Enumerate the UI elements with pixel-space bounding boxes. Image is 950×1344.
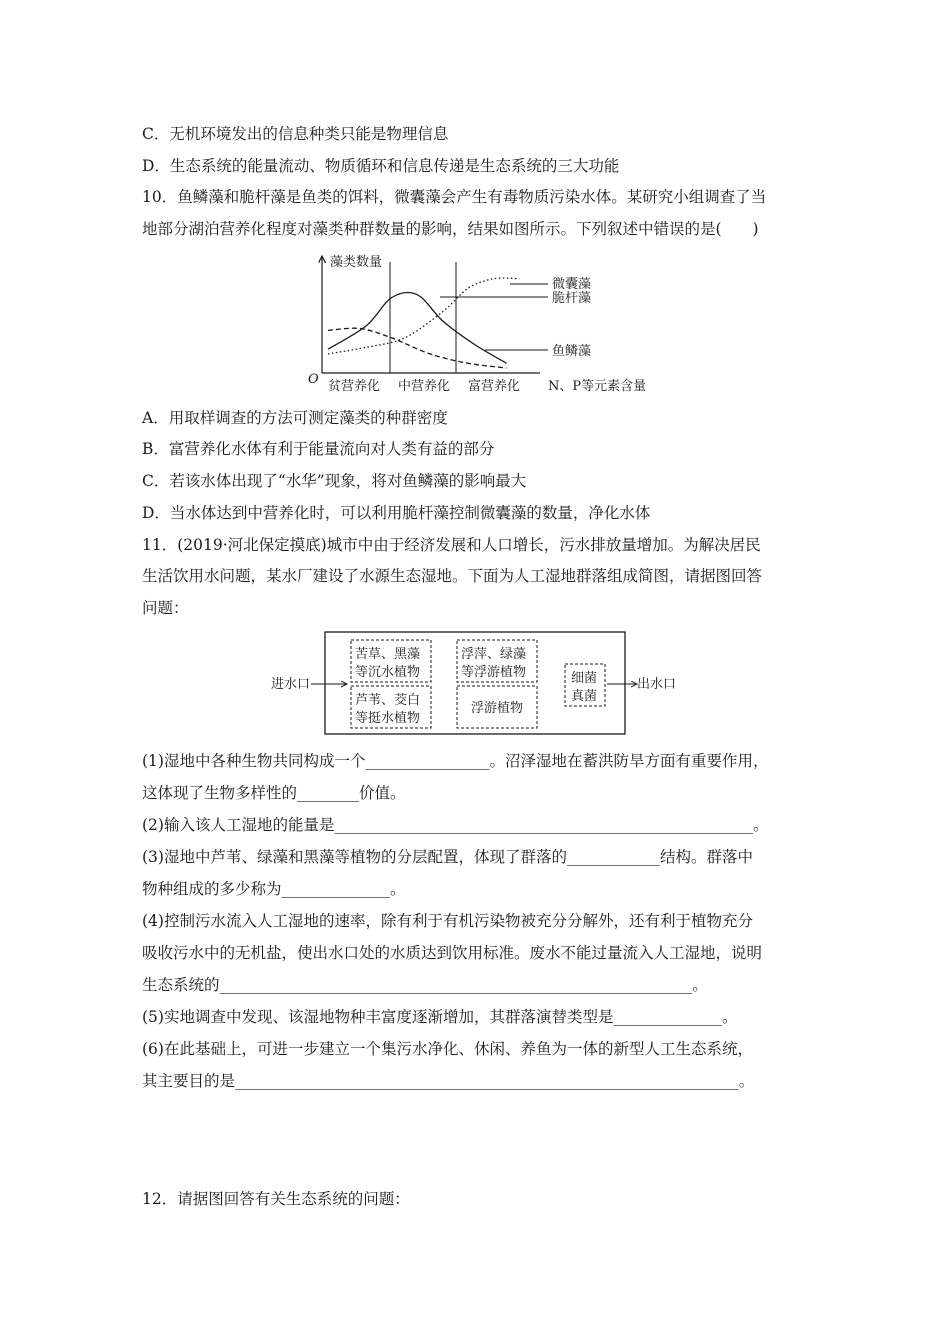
q10-stem-line2: 地部分湖泊营养化程度对藻类种群数量的影响，结果如图所示。下列叙述中错误的是( ) (142, 220, 759, 238)
q9-option-d: D．生态系统的能量流动、物质循环和信息传递是生态系统的三大功能 (142, 157, 620, 175)
q10-chart (300, 250, 680, 398)
q11-part6-line1: (6)在此基础上，可进一步建立一个集污水净化、休闲、养鱼为一体的新型人工生态系统， (142, 1040, 753, 1058)
box-floating-line1: 浮萍、绿藻 (461, 647, 527, 662)
origin-label: O (308, 372, 319, 387)
x-axis-label: N、P等元素含量 (548, 379, 647, 394)
q11-part6-line2: 其主要目的是_________________________________________________________________。 (142, 1072, 755, 1090)
box-plankton-label: 浮游植物 (471, 701, 524, 716)
x-category-2: 富营养化 (468, 379, 521, 394)
q12-stem: 12．请据图回答有关生态系统的问题： (142, 1190, 410, 1208)
x-category-1: 中营养化 (398, 379, 451, 394)
q11-part3-line1: (3)湿地中芦苇、绿藻和黑藻等植物的分层配置，体现了群落的____________结构。群落中 (142, 848, 753, 866)
q10-option-c: C．若该水体出现了“水华”现象，将对鱼鳞藻的影响最大 (142, 472, 527, 490)
x-category-0: 贫营养化 (328, 379, 381, 394)
q11-part1-line1: (1)湿地中各种生物共同构成一个________________。沼泽湿地在蓄洪防旱方面有重要作用， (142, 752, 769, 770)
q11-part2: (2)输入该人工湿地的能量是______________________________________________________。 (142, 816, 769, 834)
legend-yulinzao: 鱼鳞藻 (552, 344, 592, 359)
q10-stem-line1: 10．鱼鳞藻和脆杆藻是鱼类的饵料，微囊藻会产生有毒物质污染水体。某研究小组调查了当 (142, 188, 767, 206)
q11-part3-line2: 物种组成的多少称为______________。 (142, 880, 406, 898)
box-decomposers-line1: 细菌 (571, 671, 598, 686)
legend-weinangzao: 微囊藻 (552, 277, 592, 292)
q11-part5: (5)实地调查中发现、该湿地物种丰富度逐渐增加，其群落演替类型是______________。 (142, 1008, 738, 1026)
q10-option-b: B．富营养化水体有利于能量流向对人类有益的部分 (142, 440, 495, 458)
q11-part1-line2: 这体现了生物多样性的________价值。 (142, 784, 406, 802)
q11-part4-line1: (4)控制污水流入人工湿地的速率，除有利于有机污染物被充分分解外，还有利于植物充分 (142, 912, 753, 930)
y-axis-label: 藻类数量 (330, 255, 383, 270)
series-weinangzao (328, 278, 519, 354)
q10-option-a: A．用取样调查的方法可测定藻类的种群密度 (142, 409, 448, 427)
outlet-label: 出水口 (637, 677, 677, 692)
box-submerged-line2: 等沉水植物 (355, 665, 421, 680)
q11-part4-line2: 吸收污水中的无机盐，使出水口处的水质达到饮用标准。废水不能过量流入人工湿地，说明 (142, 944, 763, 962)
box-emergent-line2: 等挺水植物 (355, 711, 421, 726)
q11-stem-line2: 生活饮用水问题，某水厂建设了水源生态湿地。下面为人工湿地群落组成简图，请据图回答 (142, 567, 763, 585)
box-emergent-line1: 芦苇、茭白 (355, 693, 421, 708)
inlet-label: 进水口 (271, 677, 311, 692)
q9-option-c: C．无机环境发出的信息种类只能是物理信息 (142, 125, 449, 143)
q11-stem-line1: 11．(2019·河北保定摸底)城市中由于经济发展和人口增长，污水排放量增加。为解决居民 (142, 536, 761, 554)
wetland-diagram (265, 628, 685, 738)
q11-stem-line3: 问题： (142, 599, 189, 617)
q10-option-d: D．当水体达到中营养化时，可以利用脆杆藻控制微囊藻的数量，净化水体 (142, 504, 651, 522)
box-submerged-line1: 苦草、黑藻 (355, 647, 421, 662)
legend-cuiganzao: 脆杆藻 (552, 291, 592, 306)
q11-part4-line3: 生态系统的_____________________________________________________________。 (142, 976, 708, 994)
box-floating-line2: 等浮游植物 (461, 665, 527, 680)
box-decomposers-line2: 真菌 (571, 689, 598, 704)
